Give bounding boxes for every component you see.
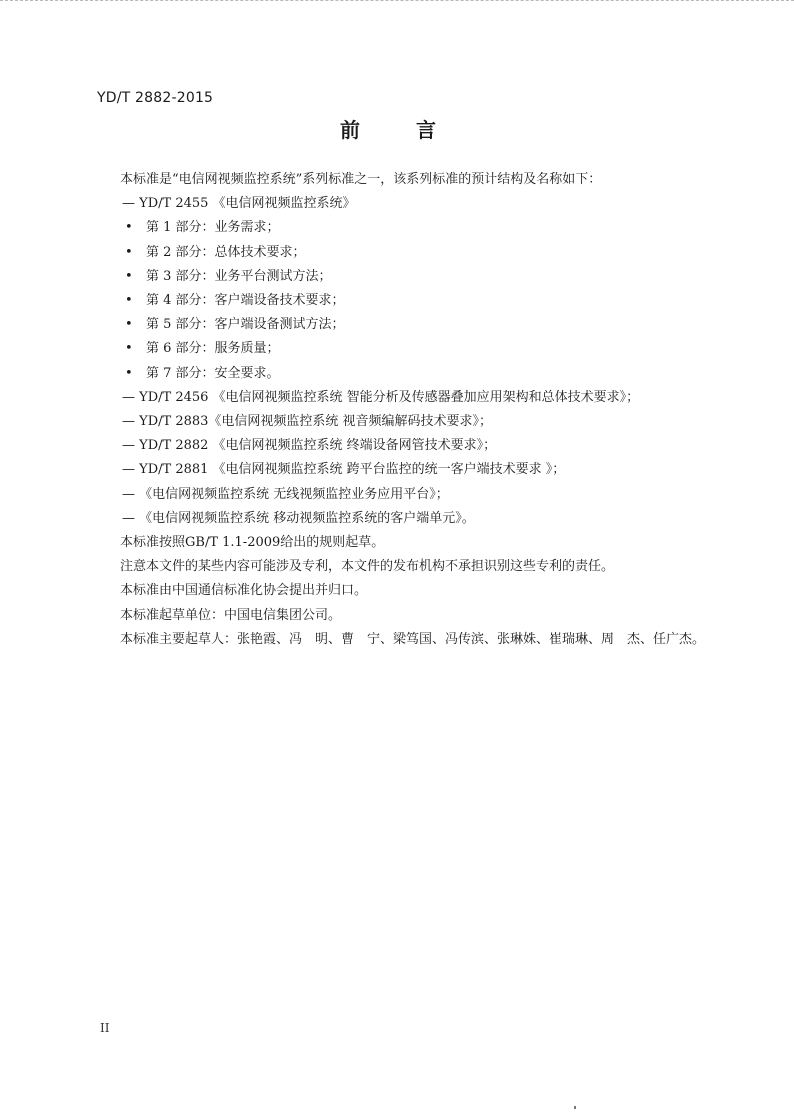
series-item-2883: — YD/T 2883《电信网视频监控系统 视音频编解码技术要求》； [122, 410, 762, 434]
drafters-paragraph: 本标准主要起草人：张艳霞、冯 明、曹 宁、梁笃国、冯传滨、张琳姝、崔瑞琳、周 杰、任广杰。 [120, 631, 706, 647]
foreword-body [122, 168, 762, 652]
patent-notice-paragraph: 注意本文件的某些内容可能涉及专利，本文件的发布机构不承担识别这些专利的责任。 [120, 559, 615, 575]
part-1-item: • 第 1 部分：业务需求； [122, 216, 762, 240]
page-title: 前 言 [340, 118, 454, 142]
scan-speck [574, 1106, 576, 1109]
part-5-item: • 第 5 部分：客户端设备测试方法； [122, 313, 762, 337]
series-item-mobile: — 《电信网视频监控系统 移动视频监控系统的客户端单元》。 [122, 507, 762, 531]
part-2-item: • 第 2 部分：总体技术要求； [122, 241, 762, 265]
page-number: II [100, 1021, 110, 1035]
part-4-item: • 第 4 部分：客户端设备技术要求； [122, 289, 762, 313]
document-code: YD/T 2882-2015 [97, 90, 214, 106]
part-6-item: • 第 6 部分：服务质量； [122, 337, 762, 361]
proposer-paragraph: 本标准由中国通信标准化协会提出并归口。 [120, 583, 368, 599]
series-item-2455: — YD/T 2455 《电信网视频监控系统》 [122, 192, 762, 216]
series-item-2881: — YD/T 2881 《电信网视频监控系统 跨平台监控的统一客户端技术要求 》； [122, 458, 762, 482]
series-item-wireless: — 《电信网视频监控系统 无线视频监控业务应用平台》； [122, 483, 762, 507]
part-3-item: • 第 3 部分：业务平台测试方法； [122, 265, 762, 289]
series-item-2882: — YD/T 2882 《电信网视频监控系统 终端设备网管技术要求》； [122, 434, 762, 458]
scan-edge [0, 0, 794, 15]
part-7-item: • 第 7 部分：安全要求。 [122, 362, 762, 386]
drafting-rules-paragraph: 本标准按照GB/T 1.1-2009给出的规则起草。 [120, 535, 385, 551]
intro-paragraph: 本标准是“电信网视频监控系统”系列标准之一，该系列标准的预计结构及名称如下： [120, 172, 602, 187]
drafting-unit-paragraph: 本标准起草单位：中国电信集团公司。 [120, 607, 342, 623]
series-item-2456: — YD/T 2456 《电信网视频监控系统 智能分析及传感器叠加应用架构和总体技术要求》； [122, 386, 762, 410]
